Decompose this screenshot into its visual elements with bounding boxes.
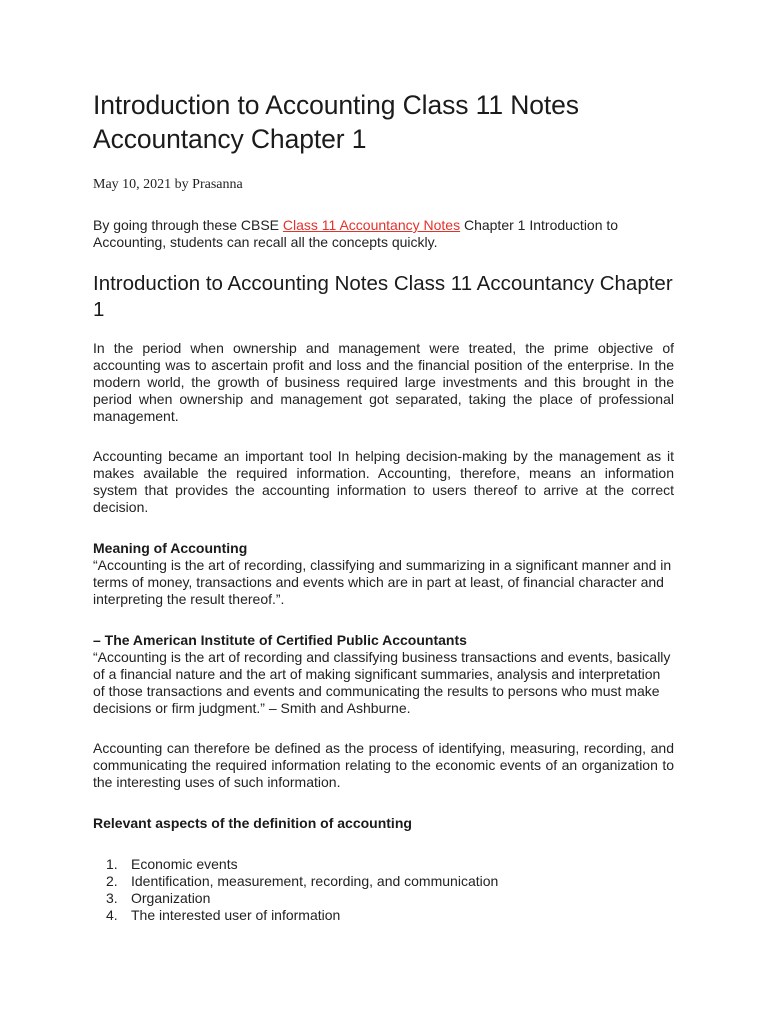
- list-item: [93, 907, 674, 924]
- aicpa-heading: – The American Institute of Certified Public Accountants: [93, 632, 467, 648]
- section-heading: Introduction to Accounting Notes Class 11 Accountancy Chapter 1: [93, 272, 673, 321]
- article-byline: May 10, 2021 by Prasanna: [93, 177, 243, 192]
- list-item: [93, 856, 674, 873]
- list-item: [93, 873, 674, 890]
- paragraph-definition: Accounting can therefore be defined as the process of identifying, measuring, recording, and communicating the required information relating to the economic events of an organization to the interesting uses of such information.: [93, 740, 674, 790]
- list-item-text: Identification, measurement, recording, and communication: [131, 873, 499, 889]
- class-11-accountancy-notes-link[interactable]: Class 11 Accountancy Notes: [282, 217, 461, 233]
- intro-text-after: Chapter 1 Introduction to Accounting, students can recall all the concepts quickly.: [93, 217, 619, 250]
- list-item-text: The interested user of information: [131, 907, 341, 923]
- list-item-number: 1.: [106, 856, 118, 872]
- aicpa-quote: “Accounting is the art of recording and classifying business transactions and events, basically of a financial nature and the art of making significant summaries, analysis and interpretation of those transactions and events and communicating the results to persons who must make decisions or firm judgment.” – Smith and Ashburne.: [93, 649, 671, 716]
- paragraph-ownership: In the period when ownership and management were treated, the prime objective of accounting was to ascertain profit and loss and the financial position of the enterprise. In the modern world, the growth of business required large investments and this brought in the period when ownership and management got separated, taking the place of professional management.: [93, 340, 674, 424]
- list-item-text: Organization: [131, 890, 211, 906]
- list-item-number: 2.: [106, 873, 118, 889]
- paragraph-decision-making: Accounting became an important tool In helping decision-making by the management as it makes available the required information. Accounting, therefore, means an information system that provides the accounting information to users thereof to arrive at the correct decision.: [93, 448, 674, 515]
- meaning-quote: “Accounting is the art of recording, classifying and summarizing in a significant manner and in terms of money, transactions and events which are in part at least, of financial character and interpreting the result thereof.”.: [93, 557, 672, 607]
- article-title: Introduction to Accounting Class 11 Notes Accountancy Chapter 1: [93, 90, 579, 154]
- relevant-aspects-heading: Relevant aspects of the definition of accounting: [93, 815, 412, 831]
- intro-text-before: By going through these CBSE: [93, 217, 283, 233]
- list-item-number: 4.: [106, 907, 118, 923]
- list-item-text: Economic events: [131, 856, 238, 872]
- list-item: [93, 890, 674, 907]
- meaning-of-accounting-heading: Meaning of Accounting: [93, 540, 248, 556]
- intro-paragraph: [93, 217, 674, 251]
- aspects-list: [93, 856, 674, 924]
- list-item-number: 3.: [106, 890, 118, 906]
